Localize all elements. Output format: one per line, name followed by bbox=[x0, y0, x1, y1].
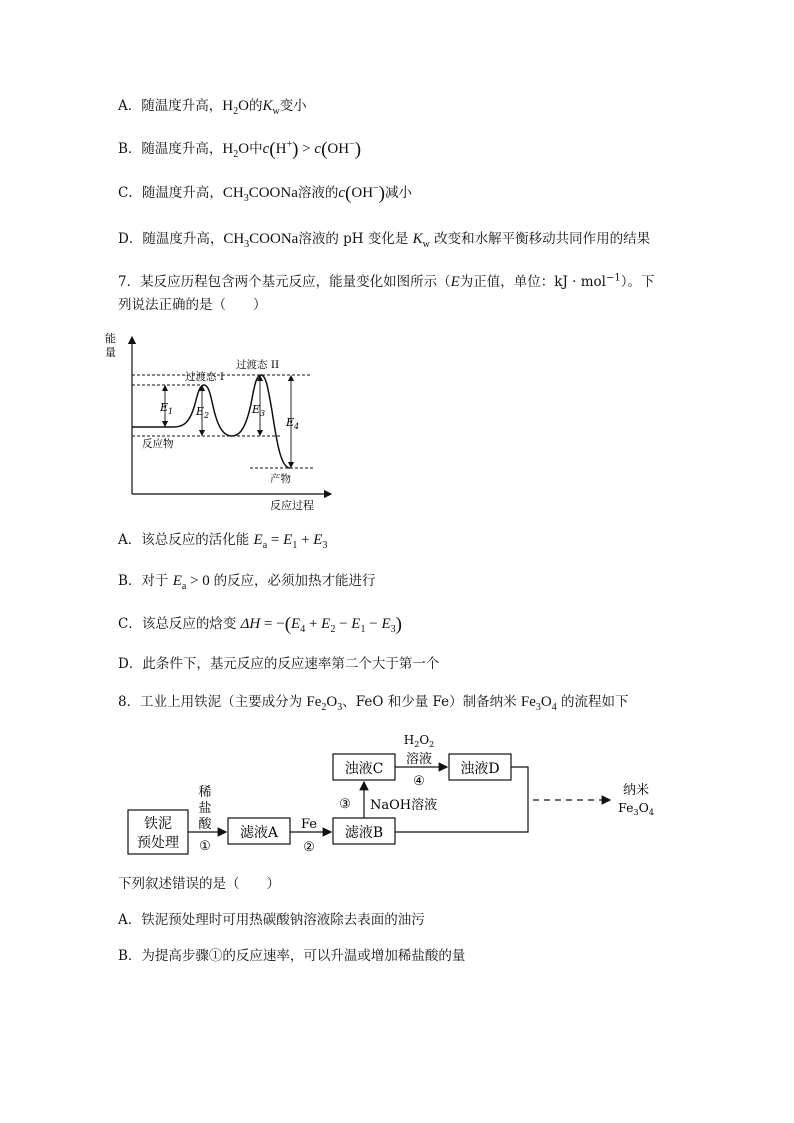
q8-option-b: B．为提高步骤①的反应速率，可以升温或增加稀盐酸的量 bbox=[118, 948, 466, 964]
q7-option-c: C．该总反应的焓变 $\Delta H = -(E_4 + E_2 - E_1 - E_3)$ bbox=[118, 614, 402, 635]
svg-text:NaOH溶液: NaOH溶液 bbox=[370, 798, 438, 813]
e2-label: $E_2$ bbox=[196, 405, 210, 420]
box-turbid-d-label: 浊液D bbox=[460, 761, 500, 777]
y-axis-label-2: 量 bbox=[105, 346, 116, 359]
ts1-label: 过渡态 I bbox=[185, 371, 224, 383]
box-filtrate-a-label: 滤液A bbox=[239, 825, 279, 841]
formula-ch3coona: $CH_3COONa$ bbox=[222, 185, 298, 204]
box-iron-mud-line1: 铁泥 bbox=[144, 816, 172, 832]
q8-question: 下列叙述错误的是（ ） bbox=[118, 876, 280, 892]
formula-h2o: $H_2O$ bbox=[222, 98, 249, 117]
e3-label: $E_3$ bbox=[252, 403, 266, 418]
svg-text:纳米: 纳米 bbox=[622, 783, 650, 798]
q7-stem-line1: 7．某反应历程包含两个基元反应，能量变化如图所示（E为正值，单位：kJ · mol$^{-1}$）。下 bbox=[118, 272, 655, 290]
q7-stem-line2: 列说法正确的是（ ） bbox=[118, 297, 267, 313]
formula-h2o: $H_2O$ bbox=[222, 141, 250, 160]
step-4-marker: ④ bbox=[413, 774, 425, 789]
svg-text:Fe: Fe bbox=[300, 817, 318, 832]
product-label: 产物 bbox=[270, 473, 291, 485]
q6-option-d: D．随温度升高，$CH_3COONa$溶液的 pH 变化是 $K_w$ 改变和水解平衡移动共同作用的结果 bbox=[118, 231, 651, 250]
symbol-kw: $K_w$ bbox=[262, 98, 280, 117]
step-1-marker: ① bbox=[199, 839, 211, 854]
q6-option-a: A．随温度升高，$H_2O$的$K_w$变小 bbox=[118, 98, 307, 117]
q6-option-c: C．随温度升高，$CH_3COONa$溶液的c(OH−)减小 bbox=[118, 183, 412, 204]
energy-curve bbox=[132, 375, 290, 468]
x-axis-label: 反应过程 bbox=[270, 499, 314, 512]
e4-label: $E_4$ bbox=[286, 416, 300, 431]
box-turbid-c-label: 浊液C bbox=[344, 761, 384, 777]
formula-ch3coona: $CH_3COONa$ bbox=[223, 231, 299, 250]
box-filtrate-b-label: 滤液B bbox=[344, 825, 384, 841]
reactant-label: 反应物 bbox=[142, 438, 174, 450]
svg-text:酸: 酸 bbox=[198, 817, 212, 832]
e1-label: $E_1$ bbox=[160, 401, 174, 416]
ts2-label: 过渡态 II bbox=[236, 359, 280, 371]
box-iron-mud-line2: 预处理 bbox=[137, 835, 179, 851]
step-3-marker: ③ bbox=[339, 797, 351, 812]
q7-option-a: A．该总反应的活化能 $E_a = E_1 + E_3$ bbox=[118, 532, 328, 551]
concentration-oh: c(OH−) bbox=[338, 183, 385, 204]
step-2-marker: ② bbox=[303, 840, 315, 855]
energy-diagram bbox=[105, 326, 340, 516]
product-formula: $Fe_3O_4$ bbox=[618, 800, 654, 817]
svg-text:溶液: 溶液 bbox=[405, 752, 433, 767]
svg-text:盐: 盐 bbox=[198, 801, 212, 816]
y-axis-label-1: 能 bbox=[105, 332, 116, 345]
concentration-comparison: c(H+) > c(OH−) bbox=[262, 139, 362, 160]
q7-option-d: D．此条件下，基元反应的反应速率第二个大于第一个 bbox=[118, 656, 440, 672]
q8-option-a: A．铁泥预处理时可用热碳酸钠溶液除去表面的油污 bbox=[118, 912, 425, 928]
reagent-h2o2: $H_2O_2$ bbox=[403, 733, 435, 749]
q8-stem: 8．工业上用铁泥（主要成分为 $Fe_2O_3$、FeO 和少量 Fe）制备纳米 $Fe_3O_4$ 的流程如下 bbox=[118, 694, 629, 713]
svg-text:稀: 稀 bbox=[198, 785, 212, 800]
q7-option-b: B．对于 $E_a > 0$ 的反应，必须加热才能进行 bbox=[118, 573, 376, 592]
q6-option-b: B．随温度升高，$H_2O$中c(H+) > c(OH−) bbox=[118, 139, 362, 160]
symbol-kw: $K_w$ bbox=[412, 231, 430, 250]
flow-diagram bbox=[118, 728, 678, 858]
